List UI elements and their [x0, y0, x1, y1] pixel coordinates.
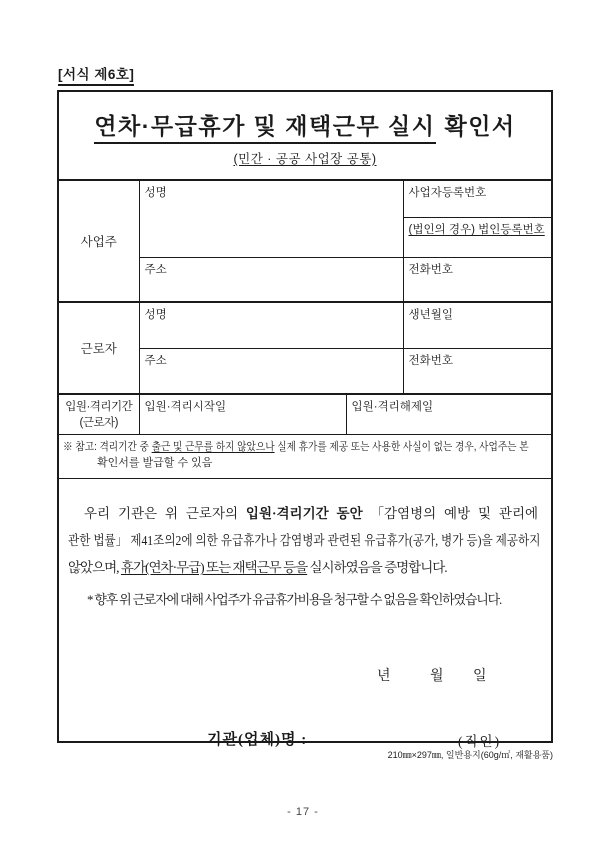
statement-line1: 우리 기관은 위 근로자의 입원·격리기간 동안 「감염병의 예방 및 관리에 [84, 506, 539, 521]
reference-note-line2: 확인서를 발급할 수 있음 [97, 457, 213, 469]
info-table [59, 181, 551, 479]
worker-birth-label: 생년월일 [408, 309, 453, 321]
quarantine-row-label [59, 394, 139, 435]
statement-paragraph [68, 500, 547, 581]
year-label: 년 [377, 669, 391, 684]
worker-name-cell [139, 302, 403, 349]
quarantine-row-label-line2: (근로자) [79, 416, 118, 429]
employer-phone-label: 전화번호 [408, 264, 453, 276]
quarantine-row-label-line1: 입원·격리기간 [65, 400, 133, 413]
page-subtitle: (민간 · 공공 사업장 공통) [233, 152, 377, 166]
employer-corpno-cell [403, 218, 551, 258]
worker-phone-cell [403, 349, 551, 395]
employer-bizno-label: 사업자등록번호 [408, 187, 487, 199]
page-title [59, 108, 551, 141]
employer-corpno-label: (법인의 경우) 법인등록번호 [408, 224, 545, 236]
page-title-rest: 확인서 [444, 113, 516, 139]
reference-note-underlined: 출근 및 근무를 하지 않았으나 [151, 441, 275, 453]
title-section [59, 92, 551, 181]
paper-spec-note: 210㎜×297㎜, 일반용지(60g/㎡, 재활용품) [387, 750, 553, 760]
employer-name-label: 성명 [144, 187, 167, 199]
seal-label: (직인) [458, 734, 502, 749]
date-line [59, 665, 551, 683]
table-row [59, 435, 551, 479]
page-title-underlined: 연차·무급휴가 및 재택근무 실시 [94, 113, 435, 144]
worker-address-label: 주소 [144, 355, 167, 367]
quarantine-start-cell [139, 394, 346, 435]
reference-note-cell [59, 435, 551, 479]
worker-name-label: 성명 [144, 309, 167, 321]
statement-line3: 않았으며, 휴가(연차·무급) 또는 재택근무 등을 실시하였음을 증명합니다. [68, 560, 447, 575]
quarantine-end-label: 입원·격리해제일 [351, 401, 434, 413]
worker-birth-cell [403, 302, 551, 349]
statement-bold-period: 입원·격리기간 동안 [245, 506, 363, 521]
employer-address-cell [139, 258, 403, 303]
employer-row-label: 사업주 [59, 181, 139, 302]
month-label: 월 [430, 669, 444, 684]
worker-address-cell [139, 349, 403, 395]
day-label: 일 [473, 669, 487, 684]
form-number-label: [서식 제6호] [58, 63, 134, 86]
worker-row-label: 근로자 [59, 302, 139, 394]
statement-section [59, 479, 551, 749]
table-row [59, 394, 551, 435]
employer-bizno-cell [403, 181, 551, 218]
reference-note-line1: ※ 참고: 격리기간 중 출근 및 근무를 하지 않았으나 실제 휴가를 제공 또는 사용한 사실이 없는 경우, 사업주는 본 [63, 441, 529, 453]
org-name-label: 기관(업체)명 : [207, 732, 308, 748]
table-row [59, 181, 551, 218]
worker-phone-label: 전화번호 [408, 355, 453, 367]
statement-line2: 관한 법률」 제41조의2에 의한 유급휴가나 감염병과 관련된 유급휴가(공가, 병가 등)을 제공하지 [68, 533, 541, 548]
quarantine-end-cell [346, 394, 551, 435]
employer-address-label: 주소 [144, 264, 167, 276]
quarantine-start-label: 입원·격리시작일 [144, 401, 227, 413]
table-row [59, 302, 551, 349]
employer-phone-cell [403, 258, 551, 303]
form-border-box [57, 90, 553, 749]
employer-name-cell [139, 181, 403, 258]
page-number: - 17 - [287, 806, 319, 818]
confirmation-note: * 향후 위 근로자에 대해 사업주가 유급휴가비용을 청구할 수 없음을 확인하였습니다. [87, 592, 502, 607]
statement-underlined-leave: 휴가(연차·무급) 또는 재택근무 등을 [120, 560, 308, 575]
